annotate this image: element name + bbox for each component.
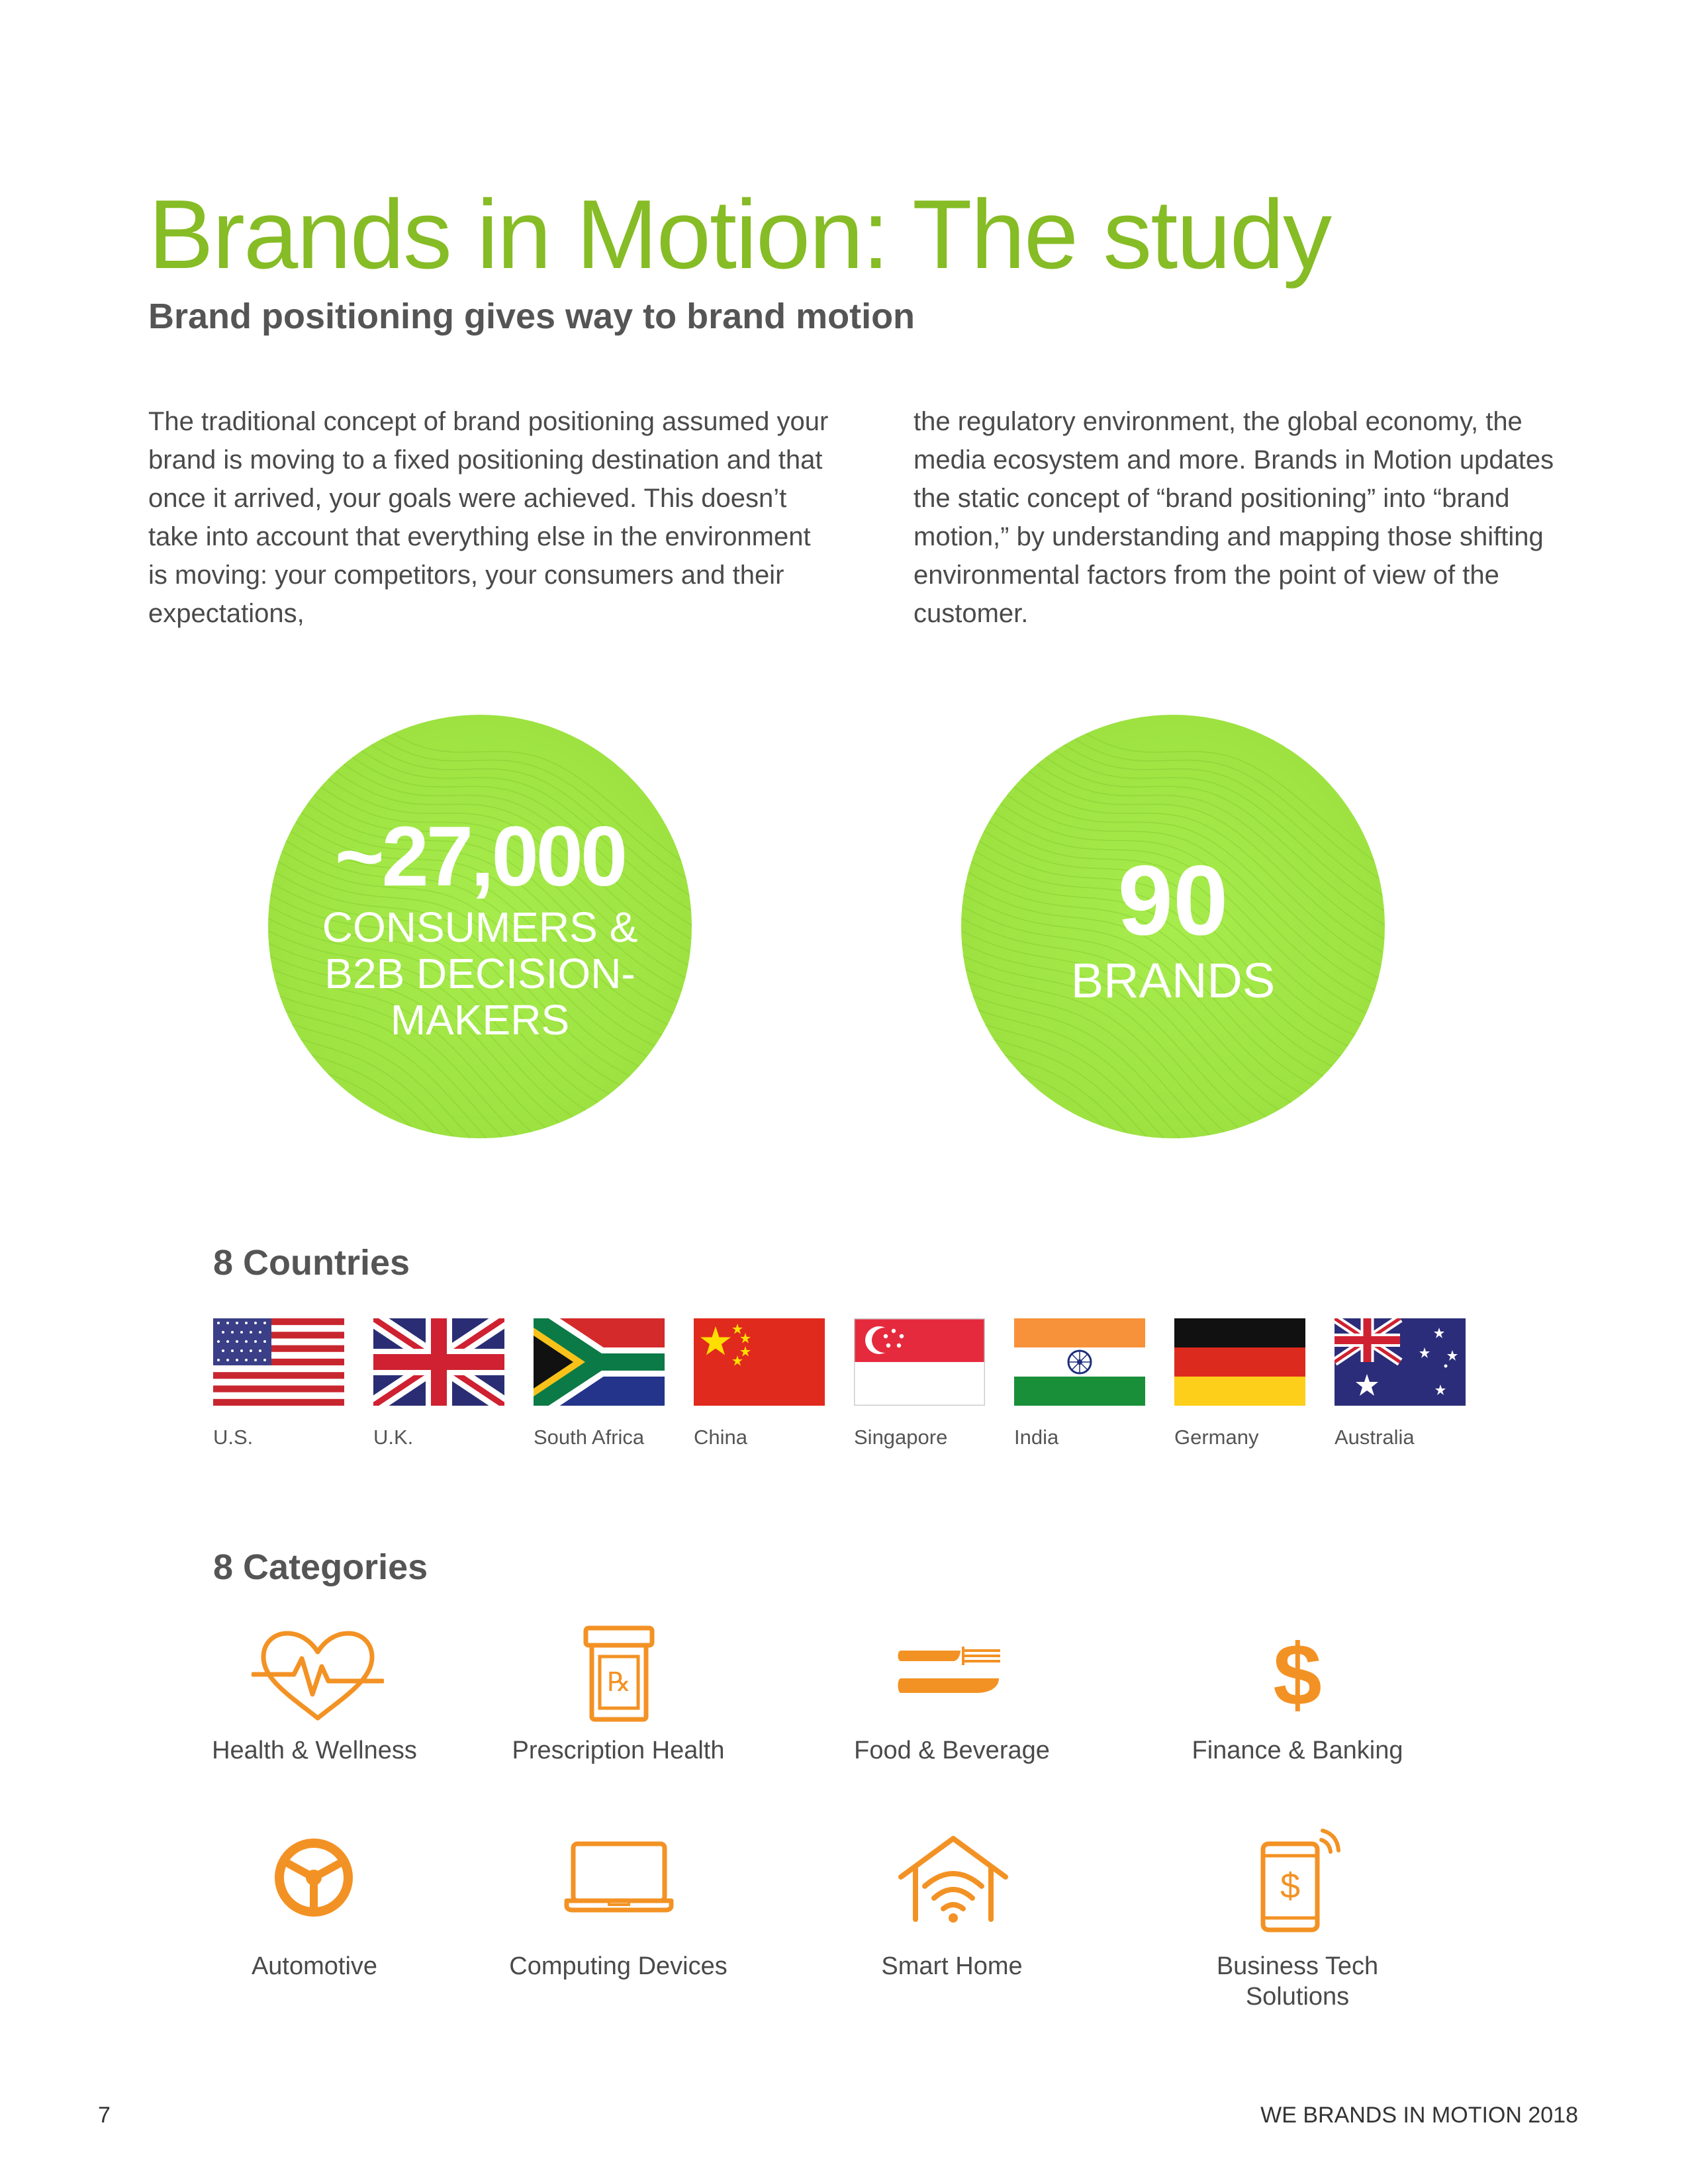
- china-flag-icon: [694, 1318, 825, 1406]
- country-label-australia: Australia: [1335, 1426, 1415, 1449]
- category-label-food-beverage: Food & Beverage: [854, 1737, 1050, 1764]
- stat-circle-brands: [961, 715, 1385, 1138]
- heartbeat-icon: [252, 1628, 384, 1727]
- india-flag-icon: [1014, 1318, 1145, 1406]
- singapore-flag-icon: [854, 1318, 985, 1406]
- category-label-automotive: Automotive: [251, 1952, 378, 1980]
- svg-text:$: $: [1280, 1866, 1301, 1906]
- us-flag-icon: [213, 1318, 344, 1406]
- stat-consumers-number: ~27,000: [334, 809, 626, 904]
- category-label-health-wellness: Health & Wellness: [212, 1737, 417, 1764]
- intro-paragraph-right: the regulatory environment, the global economy, the media ecosystem and more. Brands in Motion updates the static concept of “brand positioning” into “brand motion,” by understanding and mapping those shifting environmental factors from the point of view of the customer.: [914, 407, 1554, 628]
- page-number: 7: [98, 2103, 111, 2128]
- country-label-singapore: Singapore: [854, 1426, 948, 1449]
- category-label-finance-banking: Finance & Banking: [1192, 1737, 1403, 1764]
- country-label-india: India: [1014, 1426, 1059, 1449]
- south-africa-flag-icon: [534, 1318, 665, 1406]
- laptop-icon: [564, 1840, 674, 1914]
- category-label-smart-home: Smart Home: [881, 1952, 1023, 1980]
- footer-title: WE BRANDS IN MOTION 2018: [1260, 2103, 1578, 2128]
- category-label-prescription-health: Prescription Health: [512, 1737, 725, 1764]
- stat-circle-consumers: [268, 715, 692, 1138]
- country-label-china: China: [694, 1426, 747, 1449]
- germany-flag-icon: [1174, 1318, 1305, 1406]
- fork-knife-icon: [897, 1647, 1003, 1698]
- mobile-payment-icon: [1259, 1828, 1341, 1934]
- country-label-germany: Germany: [1174, 1426, 1259, 1449]
- category-label-computing-devices: Computing Devices: [509, 1952, 727, 1980]
- intro-paragraph-left: The traditional concept of brand positioning assumed your brand is moving to a fixed positioning destination and that once it arrived, your goals were achieved. This doesn’t take into account that everything else in the environment is moving: your competitors, your consumers and their expectations,: [148, 407, 829, 628]
- smart-home-icon: [897, 1835, 1009, 1925]
- country-label-uk: U.K.: [373, 1426, 414, 1449]
- svg-text:$: $: [1273, 1629, 1322, 1715]
- stat-consumers-label: CONSUMERS & B2B DECISION-MAKERS: [322, 903, 638, 1044]
- steering-wheel-icon: [273, 1837, 355, 1919]
- stat-brands-number: 90: [1117, 844, 1229, 956]
- country-label-south-africa: South Africa: [534, 1426, 645, 1449]
- country-label-us: U.S.: [213, 1426, 254, 1449]
- svg-text:℞: ℞: [607, 1668, 631, 1697]
- page-subtitle: Brand positioning gives way to brand motion: [148, 296, 915, 336]
- uk-flag-icon: [373, 1318, 504, 1406]
- australia-flag-icon: [1335, 1318, 1466, 1406]
- dollar-icon: [1268, 1629, 1327, 1715]
- countries-heading: 8 Countries: [213, 1243, 410, 1283]
- categories-heading: 8 Categories: [213, 1547, 428, 1587]
- stat-brands-label: BRANDS: [1070, 953, 1276, 1008]
- category-label-business-tech-solutions: Business Tech Solutions: [1216, 1952, 1379, 2011]
- page-title: Brands in Motion: The study: [148, 180, 1331, 289]
- prescription-icon: [583, 1625, 655, 1724]
